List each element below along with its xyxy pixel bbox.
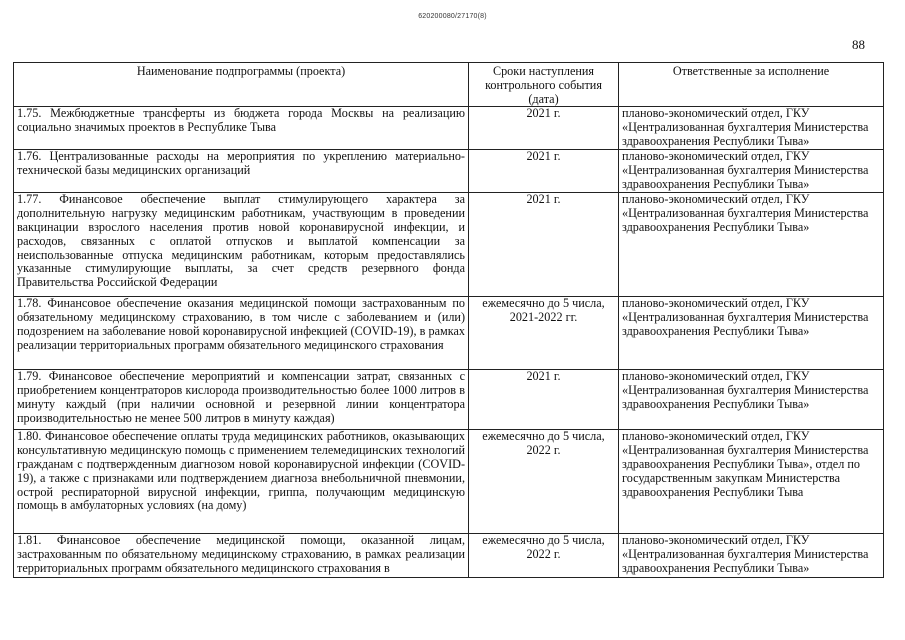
row-responsible: планово-экономический отдел, ГКУ «Централизованная бухгалтерия Министерства здравоохранения Республики Тыва» [619, 297, 884, 370]
row-responsible: планово-экономический отдел, ГКУ «Централизованная бухгалтерия Министерства здравоохранения Республики Тыва» [619, 193, 884, 297]
row-deadline: 2021 г. [469, 193, 619, 297]
table-row [14, 534, 884, 578]
table-row [14, 193, 884, 297]
row-deadline: 2021 г. [469, 150, 619, 193]
row-responsible: планово-экономический отдел, ГКУ «Централизованная бухгалтерия Министерства здравоохранения Республики Тыва» [619, 534, 884, 578]
row-responsible: планово-экономический отдел, ГКУ «Централизованная бухгалтерия Министерства здравоохранения Республики Тыва» [619, 150, 884, 193]
row-name: 1.76. Централизованные расходы на мероприятия по укреплению материально-технической базы медицинских организаций [14, 150, 469, 193]
row-deadline: ежемесячно до 5 числа, 2021-2022 гг. [469, 297, 619, 370]
row-name: 1.75. Межбюджетные трансферты из бюджета города Москвы на реализацию социально значимых проектов в Республике Тыва [14, 107, 469, 150]
row-deadline: ежемесячно до 5 числа, 2022 г. [469, 534, 619, 578]
control-events-table [13, 62, 884, 578]
table-row [14, 150, 884, 193]
row-responsible: планово-экономический отдел, ГКУ «Централизованная бухгалтерия Министерства здравоохранения Республики Тыва» [619, 370, 884, 430]
row-name: 1.78. Финансовое обеспечение оказания медицинской помощи застрахованным по обязательному медицинскому страхованию, в том числе с заболеванием и (или) подозрением на заболевание новой коронавирусной инфекцией (COVID-19), в рамках реализации территориальных программ обязательного медицинского страхования [14, 297, 469, 370]
header-name: Наименование подпрограммы (проекта) [14, 63, 469, 107]
row-name: 1.80. Финансовое обеспечение оплаты труда медицинских работников, оказывающих консультативную медицинскую помощь с применением телемедицинских технологий гражданам с подтвержденным диагнозом новой коронавирусной инфекции (COVID-19), а также с признаками или подтверждением диагноза внебольничной пневмонии, острой респираторной вирусной инфекции, гриппа, получающим медицинскую помощь в амбулаторных условиях (на дому) [14, 430, 469, 534]
row-deadline: 2021 г. [469, 370, 619, 430]
header-deadline: Сроки наступления контрольного события (дата) [469, 63, 619, 107]
row-name: 1.77. Финансовое обеспечение выплат стимулирующего характера за дополнительную нагрузку медицинским работникам, участвующим в проведении вакцинации взрослого населения против новой коронавирусной инфекции, и расходов, связанных с оплатой отпусков и выплатой компенсации за неиспользованные отпуска медицинским работникам, которым предоставлялись указанные стимулирующие выплаты, за счет средств резервного фонда Правительства Российской Федерации [14, 193, 469, 297]
row-name: 1.79. Финансовое обеспечение мероприятий и компенсации затрат, связанных с приобретением концентраторов кислорода производительностью более 1000 литров в минуту каждый (при наличии основной и резервной линии концентратора производительностью не менее 500 литров в минуту каждая) [14, 370, 469, 430]
row-responsible: планово-экономический отдел, ГКУ «Централизованная бухгалтерия Министерства здравоохранения Республики Тыва» [619, 107, 884, 150]
row-deadline: ежемесячно до 5 числа, 2022 г. [469, 430, 619, 534]
table-header-row [14, 63, 884, 107]
table-row [14, 370, 884, 430]
row-name: 1.81. Финансовое обеспечение медицинской помощи, оказанной лицам, застрахованным по обязательному медицинскому страхованию, в рамках реализации территориальных программ обязательного медицинского страхования в [14, 534, 469, 578]
table-row [14, 297, 884, 370]
row-responsible: планово-экономический отдел, ГКУ «Централизованная бухгалтерия Министерства здравоохранения Республики Тыва», отдел по государственным закупкам Министерства здравоохранения Республики Тыва [619, 430, 884, 534]
document-code: 620200080/27170(8) [418, 13, 487, 20]
row-deadline: 2021 г. [469, 107, 619, 150]
table-row [14, 430, 884, 534]
page-number: 88 [852, 37, 865, 52]
header-responsible: Ответственные за исполнение [619, 63, 884, 107]
table-row [14, 107, 884, 150]
